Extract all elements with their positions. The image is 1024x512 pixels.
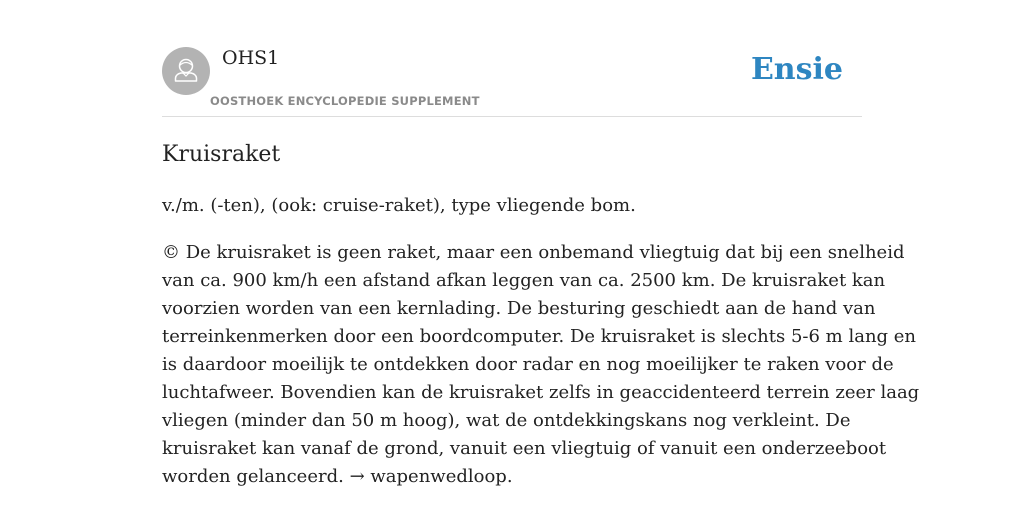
body-line: van ca. 900 km/h een afstand afkan leggen van ca. 2500 km. De kruisraket kan (162, 270, 886, 291)
user-icon (162, 47, 210, 95)
arrow-right-icon: → (349, 466, 365, 487)
body-line: voorzien worden van een kernlading. De besturing geschiedt aan de hand van (162, 298, 876, 319)
body-line: luchtafweer. Bovendien kan de kruisraket zelfs in geaccidenteerd terrein zeer laag (162, 382, 920, 403)
body-line: kruisraket kan vanaf de grond, vanuit een vliegtuig of vanuit een onderzeeboot (162, 438, 887, 459)
entry-grammar: v./m. (-ten), (ook: cruise-raket), type vliegende bom. (162, 195, 636, 216)
body-line-text: worden gelanceerd. (162, 466, 344, 487)
username-link[interactable]: OHS1 (222, 47, 280, 69)
entry-title: Kruisraket (162, 142, 281, 167)
body-line: © De kruisraket is geen raket, maar een onbemand vliegtuig dat bij een snelheid (162, 242, 905, 263)
body-last-line (162, 463, 862, 491)
cross-reference-link[interactable]: wapenwedloop. (370, 466, 513, 487)
body-line: terreinkenmerken door een boordcomputer. De kruisraket is slechts 5-6 m lang en (162, 326, 917, 347)
avatar[interactable] (162, 47, 210, 95)
entry-card (162, 0, 920, 512)
entry-header (162, 0, 862, 117)
body-line: vliegen (minder dan 50 m hoog), wat de ontdekkingskans nog verkleint. De (162, 410, 851, 431)
source-label: OOSTHOEK ENCYCLOPEDIE SUPPLEMENT (210, 94, 480, 108)
entry-body (162, 239, 920, 491)
body-line: is daardoor moeilijk te ontdekken door radar en nog moeilijker te raken voor de (162, 354, 894, 375)
brand-logo[interactable]: Ensie (750, 52, 843, 87)
